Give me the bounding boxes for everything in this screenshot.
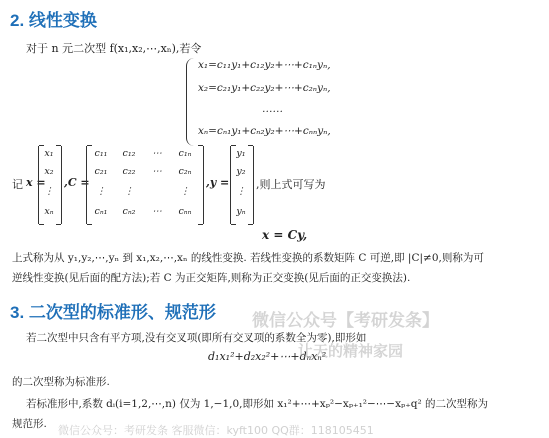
definition-line-2: 逆线性变换(见后面的配方法);若 C 为正交矩阵,则称为正交变换(见后面的正交变换法). bbox=[12, 272, 411, 284]
equation-brace bbox=[186, 58, 197, 146]
c-matrix-entry: cₙ₂ bbox=[122, 206, 136, 217]
canonical-form-intro: 若标准形中,系数 dᵢ(i=1,2,⋯,n) 仅为 1,−1,0,即形如 x₁²+⋯+xₚ²−xₚ₊₁²−⋯−xₚ₊q² 的二次型称为 bbox=[26, 398, 489, 410]
c-matrix-entry: c₂₂ bbox=[122, 166, 136, 177]
equation-ellipsis: …… bbox=[262, 103, 283, 115]
y-vector-entry: yₙ bbox=[236, 206, 246, 217]
x-vector-entry: ⋮ bbox=[44, 186, 54, 197]
c-matrix-entry: ⋯ bbox=[152, 166, 162, 177]
canonical-form-definition: 规范形. bbox=[12, 418, 47, 430]
definition-line-1: 上式称为从 y₁,y₂,⋯,yₙ 到 x₁,x₂,⋯,xₙ 的线性变换. 若线性变换的系数矩阵 C 可逆,即 |C|≠0,则称为可 bbox=[12, 252, 484, 264]
c-matrix-entry: ⋮ bbox=[124, 186, 134, 197]
c-matrix-entry: ⋮ bbox=[96, 186, 106, 197]
standard-form-formula: d₁x₁²+d₂x₂²+⋯+dₙxₙ² bbox=[208, 350, 327, 363]
section-3-heading: 3. 二次型的标准形、规范形 bbox=[10, 303, 216, 322]
c-matrix-entry: cₙ₁ bbox=[94, 206, 108, 217]
y-vector-entry: y₂ bbox=[236, 166, 246, 177]
y-vector-entry: y₁ bbox=[236, 148, 246, 159]
c-matrix-entry: c₁ₙ bbox=[178, 148, 192, 159]
y-vector-entry: ⋮ bbox=[236, 186, 246, 197]
x-vector-entry: xₙ bbox=[44, 206, 54, 217]
c-matrix-entry: ⋯ bbox=[152, 148, 162, 159]
watermark-secondary: 让天的精神家园 bbox=[298, 342, 404, 360]
matrix-suffix: ,则上式可写为 bbox=[256, 178, 326, 191]
x-vector bbox=[38, 146, 62, 224]
y-vector bbox=[230, 146, 254, 224]
y-label: ,y = bbox=[206, 176, 230, 189]
c-matrix-entry: ⋮ bbox=[180, 186, 190, 197]
c-matrix-entry: c₂₁ bbox=[94, 166, 108, 177]
equation-line-n: xₙ=cₙ₁y₁+cₙ₂y₂+⋯+cₙₙyₙ, bbox=[198, 125, 331, 137]
c-matrix-entry: c₁₁ bbox=[94, 148, 108, 159]
matrix-prefix: 记 bbox=[12, 178, 23, 191]
x-vector-entry: x₂ bbox=[44, 166, 54, 177]
linear-transform-formula: x = Cy, bbox=[262, 228, 308, 242]
watermark-footer: 微信公众号：考研发条 客服微信：kyft100 QQ群：118105451 bbox=[58, 424, 374, 437]
c-matrix-entry: c₁₂ bbox=[122, 148, 136, 159]
equation-line-2: x₂=c₂₁y₁+c₂₂y₂+⋯+c₂ₙyₙ, bbox=[198, 82, 331, 94]
intro-text: 对于 n 元二次型 f(x₁,x₂,⋯,xₙ),若令 bbox=[26, 42, 202, 55]
standard-form-definition: 的二次型称为标准形. bbox=[12, 376, 110, 388]
section-2-heading: 2. 线性变换 bbox=[10, 11, 97, 30]
c-label: ,C = bbox=[64, 176, 90, 189]
watermark-main: 微信公众号【考研发条】 bbox=[252, 311, 439, 331]
equation-line-1: x₁=c₁₁y₁+c₁₂y₂+⋯+c₁ₙyₙ, bbox=[198, 59, 331, 71]
c-matrix bbox=[86, 146, 204, 224]
x-vector-entry: x₁ bbox=[44, 148, 54, 159]
x-label: x = bbox=[26, 176, 46, 189]
c-matrix-entry: c₂ₙ bbox=[178, 166, 192, 177]
c-matrix-entry: ⋯ bbox=[152, 206, 162, 217]
c-matrix-entry: cₙₙ bbox=[178, 206, 192, 217]
standard-form-intro: 若二次型中只含有平方项,没有交叉项(即所有交叉项的系数全为零),即形如 bbox=[26, 332, 367, 344]
